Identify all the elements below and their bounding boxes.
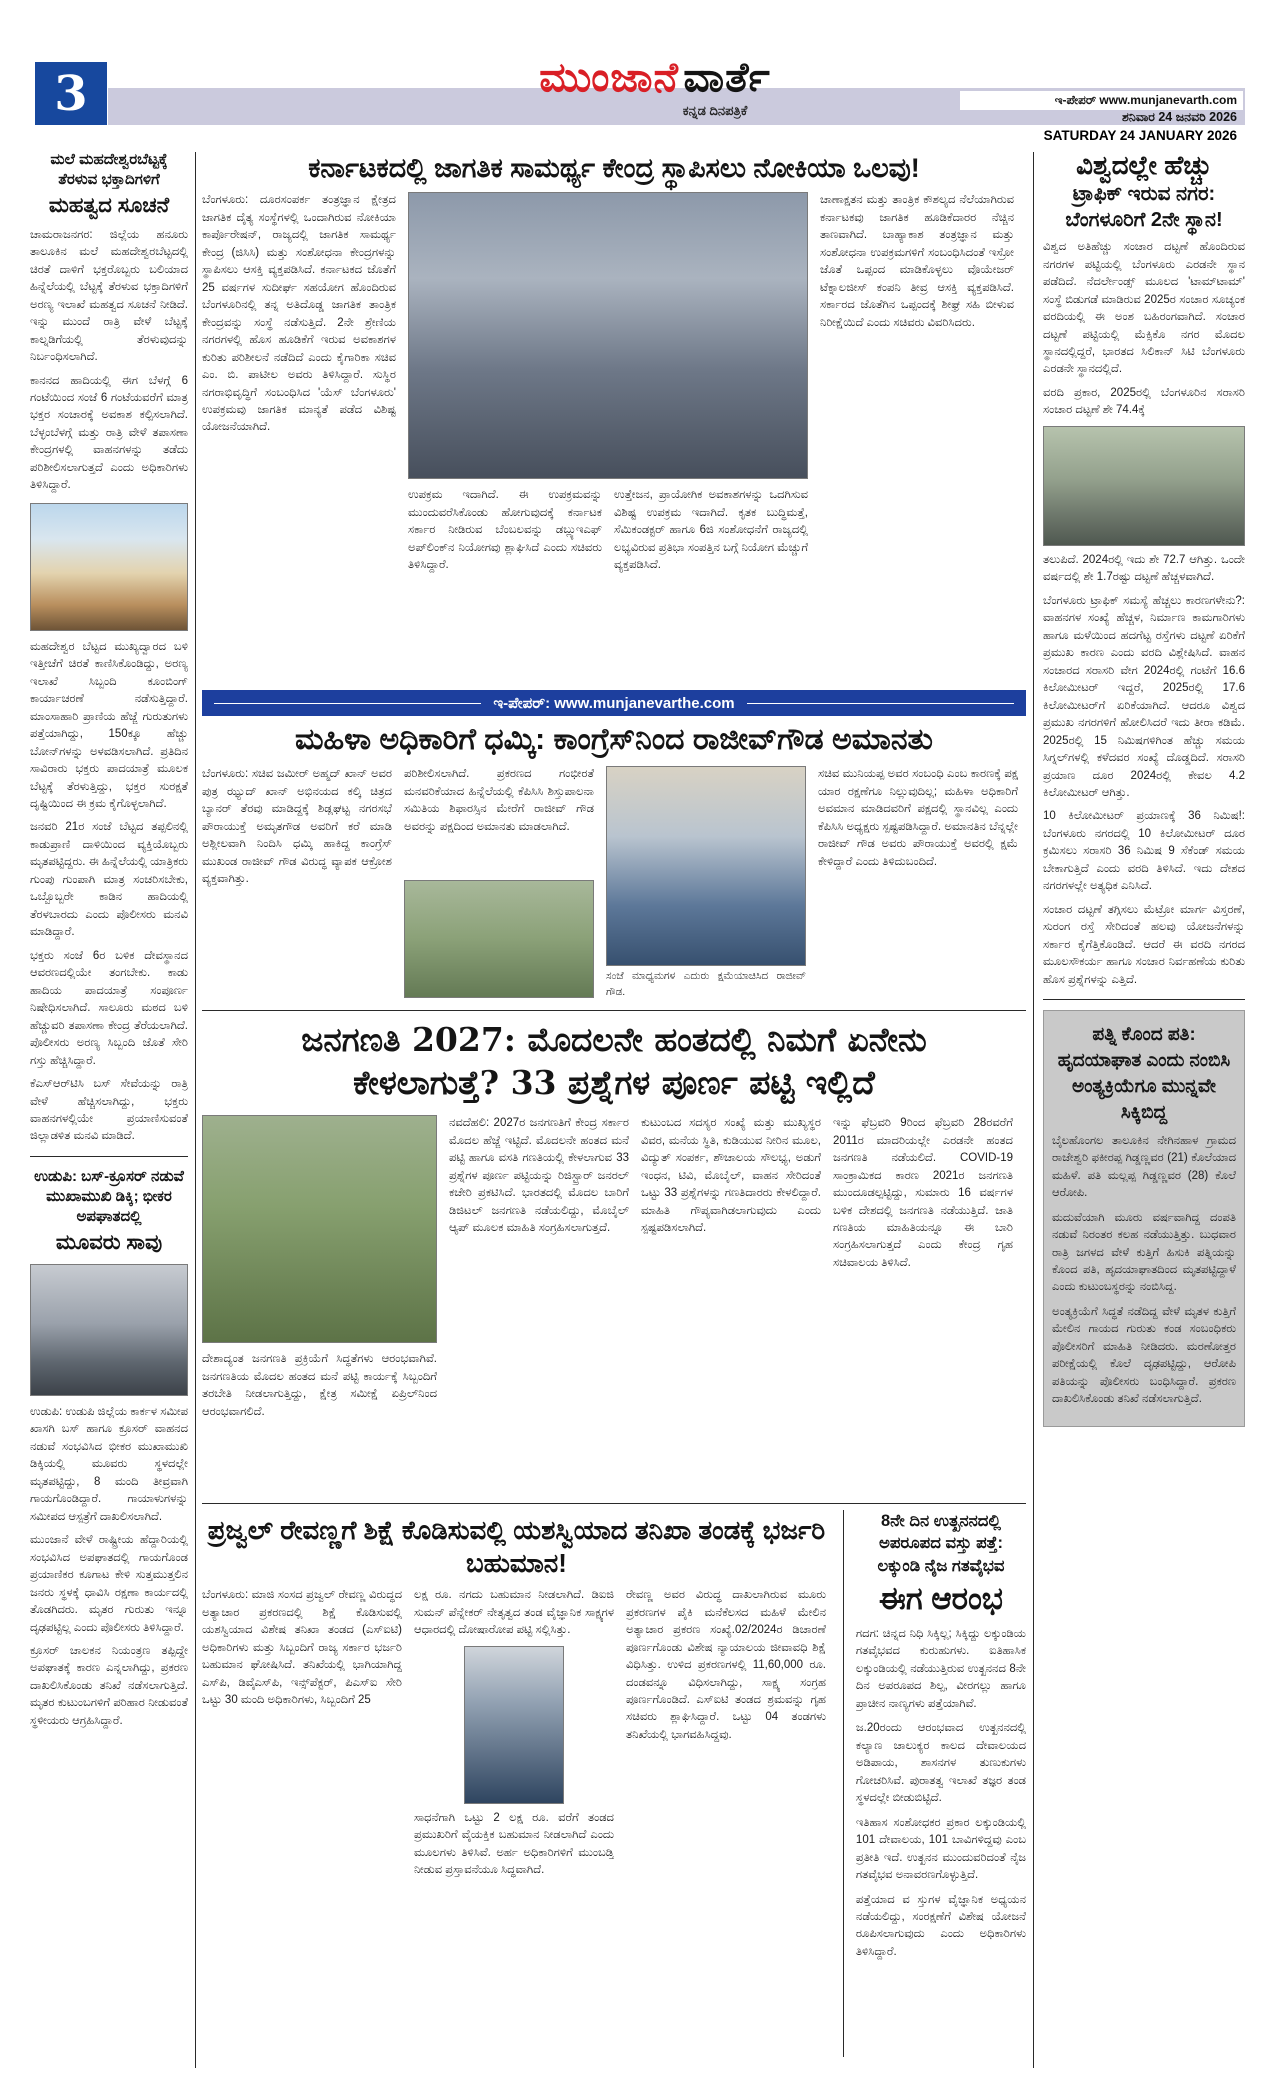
- right-rail-divider: [1043, 999, 1245, 1000]
- masthead-word-red: ಮುಂಜಾನೆ: [539, 54, 679, 100]
- date-kannada: ಶನಿವಾರ 24 ಜನವರಿ 2026: [1122, 110, 1237, 124]
- temple-story-text-6: ಕೆಎಸ್ಆರ್‌ಟಿಸಿ ಬಸ್ ಸೇವೆಯನ್ನು ರಾತ್ರಿ ವೇಳೆ ಹೆಚ್ಚಿಸಲಾಗಿದ್ದು, ಭಕ್ತರು ವಾಹನಗಳಲ್ಲಿಯೇ ಪ್ರಯಾಣಿಸುವಂತೆ ಜಿಲ್ಲಾಡಳಿತ ಮನವಿ ಮಾಡಿದೆ.: [30, 1078, 188, 1143]
- lakkundi-title: ಈಗ ಆರಂಭ: [878, 1580, 1003, 1616]
- census-headline: [202, 1019, 1026, 1105]
- prajwal-revanna-photo: [464, 1646, 564, 1804]
- strip-line-left: [214, 703, 481, 704]
- murder-text-1: ಬೈಲಹೊಂಗಲ ತಾಲೂಕಿನ ನೇಗಿನಹಾಳ ಗ್ರಾಮದ ರಾಜೇಶ್ವರಿ ಫಕೀರಪ್ಪ ಗಿಡ್ಡಣ್ಣವರ (21) ಕೊಲೆಯಾದ ಮಹಿಳೆ. ಪತಿ ಮಲ್ಲಪ್ಪ ಗಿಡ್ಡಣ್ಣವರ (28) ಕೊಲೆ ಆರೋಪಿ.: [1052, 1134, 1236, 1200]
- article-murder: [1043, 1010, 1245, 1427]
- article-nokia: [202, 152, 1026, 684]
- temple-story-text-3: ಮಹದೇಶ್ವರ ಬೆಟ್ಟದ ಮುಖ್ಯದ್ವಾರದ ಬಳಿ ಇತ್ತೀಚೆಗೆ ಚಿರತೆ ಕಾಣಿಸಿಕೊಂಡಿದ್ದು, ಅರಣ್ಯ ಇಲಾಖೆ ಸಿಬ್ಬಂದಿ ಕೂಂಬಿಂಗ್ ಕಾರ್ಯಾಚರಣೆ ನಡೆಸುತ್ತಿದ್ದಾರೆ. ಮಾಂಸಾಹಾರಿ ಪ್ರಾಣಿಯ ಹೆಜ್ಜೆ ಗುರುತುಗಳು ಪತ್ತೆಯಾಗಿದ್ದು, 150ಕ್ಕೂ ಹೆಚ್ಚು ಬೋನ್‌ಗಳನ್ನು ಅಳವಡಿಸಲಾಗಿದೆ. ಪ್ರತಿದಿನ ಸಾವಿರಾರು ಭಕ್ತರು ಪಾದಯಾತ್ರೆ ಮೂಲಕ ಬೆಟ್ಟಕ್ಕೆ ತೆರಳುತ್ತಿದ್ದು, ಭಕ್ತರ ಸುರಕ್ಷತೆ ದೃಷ್ಟಿಯಿಂದ ಈ ಕ್ರಮ ಕೈಗೊಳ್ಳಲಾಗಿದೆ.: [30, 640, 188, 810]
- census-headline-line1: ಜನಗಣತಿ 2027: ಮೊದಲನೇ ಹಂತದಲ್ಲಿ ನಿಮಗೆ ಏನೇನು: [301, 1020, 927, 1060]
- traffic-headline-2: ಟ್ರಾಫಿಕ್ ಇರುವ ನಗರ:: [1072, 183, 1216, 206]
- lakkundi-kicker-3: ಲಕ್ಕುಂಡಿ ನೈಜ ಗತವೈಭವ: [877, 1556, 1005, 1575]
- bottom-row: [202, 1510, 1026, 2057]
- article-prajwal: [202, 1510, 831, 2057]
- left-column: [30, 150, 188, 2068]
- article-gowda: [202, 722, 1026, 1004]
- middle-section: [202, 150, 1026, 2068]
- masthead: [430, 54, 880, 118]
- press-meet-photo: [404, 880, 594, 998]
- nokia-col-3: ಉತ್ತೇಜನ, ಪ್ರಾಯೋಗಿಕ ಅವಕಾಶಗಳನ್ನು ಒದಗಿಸುವ ವಿಶಿಷ್ಟ ಉಪಕ್ರಮ ಇದಾಗಿದೆ. ಕೃತಕ ಬುದ್ಧಿಮತ್ತೆ, ಸೆಮಿಕಂಡಕ್ಟರ್ ಹಾಗೂ 6ಜಿ ಸಂಶೋಧನೆಗೆ ರಾಜ್ಯದಲ್ಲಿ ಲಭ್ಯವಿರುವ ಪ್ರತಿಭಾ ಸಂಪತ್ತಿನ ಬಗ್ಗೆ ನಿಯೋಗ ಮೆಚ್ಚುಗೆ ವ್ಯಕ್ತಪಡಿಸಿದೆ.: [614, 489, 808, 572]
- nokia-center-block: [408, 192, 808, 684]
- bengaluru-traffic-photo: [1043, 426, 1245, 546]
- nokia-col-1: ಬೆಂಗಳೂರು: ದೂರಸಂಪರ್ಕ ತಂತ್ರಜ್ಞಾನ ಕ್ಷೇತ್ರದ ಜಾಗತಿಕ ದೈತ್ಯ ಸಂಸ್ಥೆಗಳಲ್ಲಿ ಒಂದಾಗಿರುವ ನೋಕಿಯಾ ಕಾರ್ಪೊರೇಷನ್, ರಾಜ್ಯದಲ್ಲಿ ಜಾಗತಿಕ ಸಾಮರ್ಥ್ಯ ಕೇಂದ್ರ (ಜಿಸಿಸಿ) ಮತ್ತು ಸಂಶೋಧನಾ ಕೇಂದ್ರಗಳನ್ನು ಸ್ಥಾಪಿಸಲು ಆಸಕ್ತಿ ವ್ಯಕ್ತಪಡಿಸಿದೆ. ಕರ್ನಾಟಕದ ಜೊತೆಗೆ 25 ವರ್ಷಗಳ ಸುದೀರ್ಘ ಸಹಯೋಗ ಹೊಂದಿರುವ ಬೆಂಗಳೂರಿನಲ್ಲಿ ತನ್ನ ಅತಿದೊಡ್ಡ ಜಾಗತಿಕ ತಾಂತ್ರಿಕ ಕೇಂದ್ರವನ್ನು ಸಂಸ್ಥೆ ನಡೆಸುತ್ತಿದೆ. 2ನೇ ಶ್ರೇಣಿಯ ನಗರಗಳಲ್ಲಿ ಹೊಸ ಹೂಡಿಕೆಗೆ ಇರುವ ಅವಕಾಶಗಳ ಕುರಿತು ಪರಿಶೀಲನೆ ನಡೆದಿದೆ ಎಂದು ಕೈಗಾರಿಕಾ ಸಚಿವ ಎಂ. ಬಿ. ಪಾಟೀಲ ಅವರು ತಿಳಿಸಿದ್ದಾರೆ. ಸುಸ್ಥಿರ ನಗರಾಭಿವೃದ್ಧಿಗೆ ಸಂಬಂಧಿಸಿದ 'ಯೆಸ್ ಬೆಂಗಳೂರು' ಉಪಕ್ರಮವು ಜಾಗತಿಕ ಮಾನ್ಯತೆ ಪಡೆದ ವಿಶಿಷ್ಟ ಯೋಜನೆಯಾಗಿದೆ.: [202, 194, 396, 434]
- gowda-col-4: ಸಚಿವ ಮುನಿಯಪ್ಪ ಅವರ ಸಂಬಂಧಿ ಎಂಬ ಕಾರಣಕ್ಕೆ ಪಕ್ಷ ಯಾರ ರಕ್ಷಣೆಗೂ ನಿಲ್ಲುವುದಿಲ್ಲ; ಮಹಿಳಾ ಅಧಿಕಾರಿಗೆ ಅವಮಾನ ಮಾಡಿದವರಿಗೆ ಪಕ್ಷದಲ್ಲಿ ಸ್ಥಾನವಿಲ್ಲ ಎಂದು ಕೆಪಿಸಿಸಿ ಅಧ್ಯಕ್ಷರು ಸ್ಪಷ್ಟಪಡಿಸಿದ್ದಾರೆ. ಅಮಾನತಿನ ಬೆನ್ನಲ್ಲೇ ರಾಜೀವ್ ಗೌಡ ಅವರು ಪೌರಾಯುಕ್ತೆ ಅವರಲ್ಲಿ ಕ್ಷಮೆ ಕೇಳಿದ್ದಾರೆ ಎಂದು ತಿಳಿದುಬಂದಿದೆ.: [818, 768, 1018, 868]
- accident-story-title: ಮೂವರು ಸಾವು: [55, 1230, 163, 1254]
- accident-story-kicker: ಉಡುಪಿ: ಬಸ್-ಕ್ರೂಸರ್ ನಡುವೆ ಮುಖಾಮುಖಿ ಡಿಕ್ಕಿ; ಭೀಕರ ಅಪಘಾತದಲ್ಲಿ: [34, 1167, 184, 1226]
- lakkundi-text-1: ಗದಗ: ಚಿನ್ನದ ನಿಧಿ ಸಿಕ್ಕಿಲ್ಲ; ಸಿಕ್ಕಿದ್ದು ಲಕ್ಕುಂಡಿಯ ಗತವೈಭವದ ಕುರುಹುಗಳು. ಐತಿಹಾಸಿಕ ಲಕ್ಕುಂಡಿಯಲ್ಲಿ ನಡೆಯುತ್ತಿರುವ ಉತ್ಖನನದ 8ನೇ ದಿನ ಅಪರೂಪದ ಶಿಲ್ಪ, ವೀರಗಲ್ಲು ಹಾಗೂ ಪ್ರಾಚೀನ ನಾಣ್ಯಗಳು ಪತ್ತೆಯಾಗಿವೆ.: [855, 1627, 1026, 1710]
- traffic-text-4: ಬೆಂಗಳೂರು ಟ್ರಾಫಿಕ್ ಸಮಸ್ಯೆ ಹೆಚ್ಚಲು ಕಾರಣಗಳೇನು?: ವಾಹನಗಳ ಸಂಖ್ಯೆ ಹೆಚ್ಚಳ, ನಿರ್ಮಾಣ ಕಾಮಗಾರಿಗಳು ಹಾಗೂ ಮಳೆಯಿಂದ ಹದಗೆಟ್ಟ ರಸ್ತೆಗಳು ದಟ್ಟಣೆ ಏರಿಕೆಗೆ ಪ್ರಮುಖ ಕಾರಣ ಎಂದು ವರದಿ ವಿಶ್ಲೇಷಿಸಿದೆ. ವಾಹನ ಸಂಚಾರದ ಸರಾಸರಿ ವೇಗ 2024ರಲ್ಲಿ ಗಂಟೆಗೆ 16.6 ಕಿಲೋಮೀಟರ್ ಇದ್ದರೆ, 2025ರಲ್ಲಿ 17.6 ಕಿಲೋಮೀಟರ್‌ಗೆ ಏರಿಕೆಯಾಗಿದೆ. ಆದರೂ ವಿಶ್ವದ ಪ್ರಮುಖ ನಗರಗಳಿಗೆ ಹೋಲಿಸಿದರೆ ಇದು ತೀರಾ ಕಡಿಮೆ. 2025ರಲ್ಲಿ 15 ನಿಮಿಷಗಳಿಗಿಂತ ಹೆಚ್ಚು ಸಮಯ ಸಿಗ್ನಲ್‌ಗಳಲ್ಲಿ ಕಳೆದವರ ಸಂಖ್ಯೆ ದೊಡ್ಡದಿದೆ. ಸರಾಸರಿ ಪ್ರಯಾಣ ದೂರ 2024ರಲ್ಲಿ ಕೇವಲ 4.2 ಕಿಲೋಮೀಟರ್ ಆಗಿತ್ತು.: [1043, 594, 1245, 799]
- epaper-url: ಇ-ಪೇಪರ್ www.munjanevarth.com: [960, 91, 1243, 110]
- article-traffic: [1043, 150, 1245, 989]
- murder-headline: ಪತ್ನಿ ಕೊಂದ ಪತಿ: ಹೃದಯಾಘಾತ ಎಂದು ನಂಬಿಸಿ ಅಂತ್ಯಕ್ರಿಯೆಗೂ ಮುನ್ನವೇ ಸಿಕ್ಕಿಬಿದ್ದ: [1057, 1023, 1231, 1122]
- column-rule-left: [195, 152, 196, 2068]
- murder-text-2: ಮದುವೆಯಾಗಿ ಮೂರು ವರ್ಷವಾಗಿದ್ದ ದಂಪತಿ ನಡುವೆ ನಿರಂತರ ಕಲಹ ನಡೆಯುತ್ತಿತ್ತು. ಬುಧವಾರ ರಾತ್ರಿ ಜಗಳದ ವೇಳೆ ಕುತ್ತಿಗೆ ಹಿಸುಕಿ ಪತ್ನಿಯನ್ನು ಕೊಂದ ಪತಿ, ಹೃದಯಾಘಾತದಿಂದ ಮೃತಪಟ್ಟಿದ್ದಾಳೆ ಎಂದು ಕುಟುಂಬಸ್ಥರನ್ನು ನಂಬಿಸಿದ್ದ.: [1052, 1211, 1236, 1294]
- gowda-photo-block: [606, 766, 806, 1004]
- prajwal-col-1: ಬೆಂಗಳೂರು: ಮಾಜಿ ಸಂಸದ ಪ್ರಜ್ವಲ್ ರೇವಣ್ಣ ವಿರುದ್ಧದ ಅತ್ಯಾಚಾರ ಪ್ರಕರಣದಲ್ಲಿ ಶಿಕ್ಷೆ ಕೊಡಿಸುವಲ್ಲಿ ಯಶಸ್ವಿಯಾದ ವಿಶೇಷ ತನಿಖಾ ತಂಡದ (ಎಸ್‌ಐಟಿ) ಅಧಿಕಾರಿಗಳು ಮತ್ತು ಸಿಬ್ಬಂದಿಗೆ ರಾಜ್ಯ ಸರ್ಕಾರ ಭರ್ಜರಿ ಬಹುಮಾನ ಘೋಷಿಸಿದೆ. ತನಿಖೆಯಲ್ಲಿ ಭಾಗಿಯಾಗಿದ್ದ ಎಸ್‌ಪಿ, ಡಿವೈಎಸ್‌ಪಿ, ಇನ್ಸ್‌ಪೆಕ್ಟರ್, ಪಿಎಸ್‌ಐ ಸೇರಿ ಒಟ್ಟು 30 ಮಂದಿ ಅಧಿಕಾರಿಗಳು, ಸಿಬ್ಬಂದಿಗೆ 25: [202, 1589, 402, 1706]
- census-col-3: ಕುಟುಂಬದ ಸದಸ್ಯರ ಸಂಖ್ಯೆ ಮತ್ತು ಮುಖ್ಯಸ್ಥರ ವಿವರ, ಮನೆಯ ಸ್ಥಿತಿ, ಕುಡಿಯುವ ನೀರಿನ ಮೂಲ, ವಿದ್ಯುತ್ ಸಂಪರ್ಕ, ಶೌಚಾಲಯ ಸೌಲಭ್ಯ, ಅಡುಗೆ ಇಂಧನ, ಟಿವಿ, ಮೊಬೈಲ್, ವಾಹನ ಸೇರಿದಂತೆ ಒಟ್ಟು 33 ಪ್ರಶ್ನೆಗಳನ್ನು ಗಣತಿದಾರರು ಕೇಳಲಿದ್ದಾರೆ. ಮಾಹಿತಿ ಗೌಪ್ಯವಾಗಿಡಲಾಗುವುದು ಎಂದು ಸ್ಪಷ್ಟಪಡಿಸಲಾಗಿದೆ.: [641, 1117, 821, 1234]
- masthead-word-black: ವಾರ್ತೆ: [683, 54, 771, 100]
- lakkundi-text-3: ಇತಿಹಾಸ ಸಂಶೋಧಕರ ಪ್ರಕಾರ ಲಕ್ಕುಂಡಿಯಲ್ಲಿ 101 ದೇವಾಲಯ, 101 ಬಾವಿಗಳಿದ್ದವು ಎಂಬ ಪ್ರತೀತಿ ಇದೆ. ಉತ್ಖನನ ಮುಂದುವರಿದಂತೆ ನೈಜ ಗತವೈಭವ ಅನಾವರಣಗೊಳ್ಳುತ್ತಿದೆ.: [855, 1816, 1026, 1882]
- date-english: SATURDAY 24 JANUARY 2026: [1043, 128, 1237, 143]
- column-rule-right: [1033, 152, 1034, 2068]
- temple-photo: [30, 503, 188, 631]
- prajwal-col-3: ರೇವಣ್ಣ ಅವರ ವಿರುದ್ಧ ದಾಖಲಾಗಿರುವ ಮೂರು ಪ್ರಕರಣಗಳ ಪೈಕಿ ಮನೆಕೆಲಸದ ಮಹಿಳೆ ಮೇಲಿನ ಅತ್ಯಾಚಾರ ಪ್ರಕರಣ ಸಂಖ್ಯೆ.02/2024ರ ಡಿಚಾರಣೆ ಪೂರ್ಣಗೊಂಡು ವಿಶೇಷ ನ್ಯಾಯಾಲಯ ಜೀವಾವಧಿ ಶಿಕ್ಷೆ ವಿಧಿಸಿತ್ತು. ಉಳಿದ ಪ್ರಕರಣಗಳಲ್ಲಿ 11,60,000 ರೂ. ದಂಡವನ್ನೂ ವಿಧಿಸಲಾಗಿದ್ದು, ಸಾಕ್ಷ್ಯ ಸಂಗ್ರಹ ಪೂರ್ಣಗೊಂಡಿದೆ. ಎಸ್‌ಐಟಿ ತಂಡದ ಶ್ರಮವನ್ನು ಗೃಹ ಸಚಿವರು ಶ್ಲಾಘಿಸಿದ್ದಾರೆ. ಒಟ್ಟು 04 ತಂಡಗಳು ತನಿಖೆಯಲ್ಲಿ ಭಾಗವಹಿಸಿದ್ದವು.: [626, 1589, 826, 1741]
- gowda-col-2: ಪರಿಶೀಲಿಸಲಾಗಿದೆ. ಪ್ರಕರಣದ ಗಂಭೀರತೆ ಮನವರಿಕೆಯಾದ ಹಿನ್ನೆಲೆಯಲ್ಲಿ ಕೆಪಿಸಿಸಿ ಶಿಸ್ತುಪಾಲನಾ ಸಮಿತಿಯ ಶಿಫಾರಸ್ಸಿನ ಮೇರೆಗೆ ರಾಜೀವ್ ಗೌಡ ಅವರನ್ನು ಪಕ್ಷದಿಂದ ಅಮಾನತು ಮಾಡಲಾಗಿದೆ.: [404, 768, 594, 833]
- census-survey-photo: [202, 1115, 437, 1343]
- page-number: 3: [54, 65, 88, 122]
- nokia-delegation-photo: [408, 192, 808, 479]
- traffic-headline-1: ವಿಶ್ವದಲ್ಲೇ ಹೆಚ್ಚು: [1076, 150, 1212, 180]
- page-number-box: [35, 62, 107, 125]
- temple-story-text-1: ಚಾಮರಾಜನಗರ: ಜಿಲ್ಲೆಯ ಹನೂರು ತಾಲೂಕಿನ ಮಲೆ ಮಹದೇಶ್ವರಬೆಟ್ಟದಲ್ಲಿ ಚಿರತೆ ದಾಳಿಗೆ ಭಕ್ತರೊಬ್ಬರು ಬಲಿಯಾದ ಹಿನ್ನೆಲೆಯಲ್ಲಿ ಬೆಟ್ಟಕ್ಕೆ ತೆರಳುವ ಭಕ್ತಾದಿಗಳಿಗೆ ಅರಣ್ಯ ಇಲಾಖೆ ಮಹತ್ವದ ಸೂಚನೆ ನೀಡಿದೆ. ಇನ್ನು ಮುಂದೆ ರಾತ್ರಿ ವೇಳೆ ಬೆಟ್ಟಕ್ಕೆ ಕಾಲ್ನಡಿಗೆಯಲ್ಲಿ ತೆರಳುವುದನ್ನು ನಿರ್ಬಂಧಿಸಲಾಗಿದೆ.: [30, 228, 188, 364]
- article-lakkundi: [843, 1510, 1026, 2057]
- temple-story-text-2: ಕಾನನದ ಹಾದಿಯಲ್ಲಿ ಈಗ ಬೆಳಗ್ಗೆ 6 ಗಂಟೆಯಿಂದ ಸಂಜೆ 6 ಗಂಟೆಯವರೆಗೆ ಮಾತ್ರ ಭಕ್ತರ ಸಂಚಾರಕ್ಕೆ ಅವಕಾಶ ಕಲ್ಪಿಸಲಾಗಿದೆ. ಬೆಳ್ಳಂಬೆಳಗ್ಗೆ ಮತ್ತು ರಾತ್ರಿ ವೇಳೆ ತಪಾಸಣಾ ಕೇಂದ್ರಗಳಲ್ಲಿ ವಾಹನಗಳನ್ನು ತಡೆದು ಪರಿಶೀಲಿಸಲಾಗುತ್ತದೆ ಎಂದು ಅಧಿಕಾರಿಗಳು ತಿಳಿಸಿದ್ದಾರೆ.: [30, 374, 188, 492]
- prajwal-col-2b: ಸಾಧನೆಗಾಗಿ ಒಟ್ಟು 2 ಲಕ್ಷ ರೂ. ವರೆಗೆ ತಂಡದ ಪ್ರಮುಖರಿಗೆ ವೈಯಕ್ತಿಕ ಬಹುಮಾನ ನೀಡಲಾಗಿದೆ ಎಂದು ಮೂಲಗಳು ತಿಳಿಸಿವೆ. ಅರ್ಹ ಅಧಿಕಾರಿಗಳಿಗೆ ಮುಂಬಡ್ತಿ ನೀಡುವ ಪ್ರಸ್ತಾವನೆಯೂ ಸಿದ್ಧವಾಗಿದೆ.: [414, 1811, 614, 1876]
- traffic-text-1: ವಿಶ್ವದ ಅತಿಹೆಚ್ಚು ಸಂಚಾರ ದಟ್ಟಣೆ ಹೊಂದಿರುವ ನಗರಗಳ ಪಟ್ಟಿಯಲ್ಲಿ ಬೆಂಗಳೂರು ಎರಡನೇ ಸ್ಥಾನ ಪಡೆದಿದೆ. ನೆದರ್ಲೇಂಡ್ಸ್ ಮೂಲದ 'ಟಾಮ್‌ಟಾಮ್' ಸಂಸ್ಥೆ ಬಿಡುಗಡೆ ಮಾಡಿರುವ 2025ರ ಸಂಚಾರ ಸೂಚ್ಯಂಕ ವರದಿಯಲ್ಲಿ ಈ ಅಂಶ ಬಹಿರಂಗವಾಗಿದೆ. ಸಂಚಾರ ದಟ್ಟಣೆ ಪಟ್ಟಿಯಲ್ಲಿ ಮೆಕ್ಸಿಕೊ ನಗರ ಮೊದಲ ಸ್ಥಾನದಲ್ಲಿದ್ದರೆ, ಭಾರತದ ಸಿಲಿಕಾನ್ ಸಿಟಿ ಬೆಂಗಳೂರು ಎರಡನೇ ಸ್ಥಾನದಲ್ಲಿದೆ.: [1043, 241, 1245, 376]
- census-col-left: ದೇಶಾದ್ಯಂತ ಜನಗಣತಿ ಪ್ರಕ್ರಿಯೆಗೆ ಸಿದ್ಧತೆಗಳು ಆರಂಭವಾಗಿವೆ. ಜನಗಣತಿಯ ಮೊದಲ ಹಂತದ ಮನೆ ಪಟ್ಟಿ ಕಾರ್ಯಕ್ಕೆ ಸಿಬ್ಬಂದಿಗೆ ತರಬೇತಿ ನೀಡಲಾಗುತ್ತಿದ್ದು, ಕ್ಷೇತ್ರ ಸಮೀಕ್ಷೆ ಏಪ್ರಿಲ್‌ನಿಂದ ಆರಂಭವಾಗಲಿದೆ.: [202, 1353, 437, 1418]
- strip-line-right: [747, 703, 1014, 704]
- middle-divider-1: [202, 1010, 1026, 1011]
- right-column: [1043, 150, 1245, 2068]
- temple-story-text-5: ಭಕ್ತರು ಸಂಜೆ 6ರ ಬಳಿಕ ದೇವಸ್ಥಾನದ ಆವರಣದಲ್ಲಿಯೇ ತಂಗಬೇಕು. ಕಾಡು ಹಾದಿಯ ಪಾದಯಾತ್ರೆ ಸಂಪೂರ್ಣ ನಿಷೇಧಿಸಲಾಗಿದೆ. ಸಾಲೂರು ಮಠದ ಬಳಿ ಹೆಚ್ಚುವರಿ ತಪಾಸಣಾ ಕೇಂದ್ರ ತೆರೆಯಲಾಗಿದೆ. ಪೊಲೀಸರು ಅರಣ್ಯ ಸಿಬ್ಬಂದಿ ಜೊತೆ ಸೇರಿ ಗಸ್ತು ಹೆಚ್ಚಿಸಿದ್ದಾರೆ.: [30, 949, 188, 1067]
- murder-text-3: ಅಂತ್ಯಕ್ರಿಯೆಗೆ ಸಿದ್ಧತೆ ನಡೆದಿದ್ದ ವೇಳೆ ಮೃತಳ ಕುತ್ತಿಗೆ ಮೇಲಿನ ಗಾಯದ ಗುರುತು ಕಂಡ ಸಂಬಂಧಿಕರು ಪೊಲೀಸರಿಗೆ ಮಾಹಿತಿ ನೀಡಿದರು. ಮರಣೋತ್ತರ ಪರೀಕ್ಷೆಯಲ್ಲಿ ಕೊಲೆ ದೃಢಪಟ್ಟಿದ್ದು, ಆರೋಪಿ ಪತಿಯನ್ನು ಪೊಲೀಸರು ಬಂಧಿಸಿದ್ದಾರೆ. ಪ್ರಕರಣ ದಾಖಲಿಸಿಕೊಂಡು ತನಿಖೆ ನಡೆಸಲಾಗುತ್ತಿದೆ.: [1052, 1305, 1236, 1406]
- lakkundi-kicker-1: 8ನೇ ದಿನ ಉತ್ಖನನದಲ್ಲಿ: [880, 1512, 1001, 1531]
- traffic-text-3: ತಲುಪಿದೆ. 2024ರಲ್ಲಿ ಇದು ಶೇ 72.7 ಆಗಿತ್ತು. ಒಂದೇ ವರ್ಷದಲ್ಲಿ ಶೇ 1.7ರಷ್ಟು ದಟ್ಟಣೆ ಹೆಚ್ಚಳವಾಗಿದೆ.: [1043, 553, 1245, 584]
- left-rail-divider: [30, 1156, 188, 1157]
- nokia-col-2: ಉಪಕ್ರಮ ಇದಾಗಿದೆ. ಈ ಉಪಕ್ರಮವನ್ನು ಮುಂದುವರೆಸಿಕೊಂಡು ಹೋಗುವುದಕ್ಕೆ ಕರ್ನಾಟಕ ಸರ್ಕಾರ ನೀಡಿರುವ ಬೆಂಬಲವನ್ನು ಡಬ್ಲ್ಯುಇಎಫ್ ಅಪ್‌ಲಿಂಕ್‌ನ ನಿಯೋಗವು ಶ್ಲಾಘಿಸಿದೆ ಎಂದು ಸಚಿವರು ತಿಳಿಸಿದ್ದಾರೆ.: [408, 489, 602, 572]
- traffic-headline-3: ಬೆಂಗಳೂರಿಗೆ 2ನೇ ಸ್ಥಾನ!: [1065, 209, 1223, 232]
- accident-story-text-3: ಕ್ರೂಸರ್ ಚಾಲಕನ ನಿಯಂತ್ರಣ ತಪ್ಪಿದ್ದೇ ಅಪಘಾತಕ್ಕೆ ಕಾರಣ ಎನ್ನಲಾಗಿದ್ದು, ಪ್ರಕರಣ ದಾಖಲಿಸಿಕೊಂಡು ತನಿಖೆ ನಡೆಸಲಾಗುತ್ತಿದೆ. ಮೃತರ ಕುಟುಂಬಗಳಿಗೆ ಪರಿಹಾರ ನೀಡುವಂತೆ ಸ್ಥಳೀಯರು ಆಗ್ರಹಿಸಿದ್ದಾರೆ.: [30, 1645, 188, 1727]
- lakkundi-text-2: ಜ.20ರಂದು ಆರಂಭವಾದ ಉತ್ಖನನದಲ್ಲಿ ಕಲ್ಯಾಣ ಚಾಲುಕ್ಯರ ಕಾಲದ ದೇವಾಲಯದ ಅಡಿಪಾಯ, ಶಾಸನಗಳ ತುಣುಕುಗಳು ಗೋಚರಿಸಿವೆ. ಪುರಾತತ್ವ ಇಲಾಖೆ ತಜ್ಞರ ತಂಡ ಸ್ಥಳದಲ್ಲೇ ಬೀಡುಬಿಟ್ಟಿದೆ.: [855, 1722, 1026, 1805]
- traffic-text-2: ವರದಿ ಪ್ರಕಾರ, 2025ರಲ್ಲಿ ಬೆಂಗಳೂರಿನ ಸರಾಸರಿ ಸಂಚಾರ ದಟ್ಟಣೆ ಶೇ 74.4ಕ್ಕೆ: [1043, 386, 1245, 417]
- middle-divider-2: [202, 1503, 1026, 1504]
- census-headline-line2: ಕೇಳಲಾಗುತ್ತೆ? 33 ಪ್ರಶ್ನೆಗಳ ಪೂರ್ಣ ಪಟ್ಟಿ ಇಲ್ಲಿದೆ: [353, 1063, 875, 1103]
- prajwal-headline: ಪ್ರಜ್ವಲ್ ರೇವಣ್ಣಗೆ ಶಿಕ್ಷೆ ಕೊಡಿಸುವಲ್ಲಿ ಯಶಸ್ವಿಯಾದ ತನಿಖಾ ತಂಡಕ್ಕೆ ಭರ್ಜರಿ ಬಹುಮಾನ!: [207, 1515, 826, 1578]
- temple-story-title: ಮಹತ್ವದ ಸೂಚನೆ: [48, 193, 170, 217]
- accident-story-text-2: ಮುಂಜಾನೆ ವೇಳೆ ರಾಷ್ಟ್ರೀಯ ಹೆದ್ದಾರಿಯಲ್ಲಿ ಸಂಭವಿಸಿದ ಅಪಘಾತದಲ್ಲಿ ಗಾಯಗೊಂಡ ಪ್ರಯಾಣಿಕರ ಕೂಗಾಟ ಕೇಳಿ ಸುತ್ತಮುತ್ತಲಿನ ಜನರು ಸ್ಥಳಕ್ಕೆ ಧಾವಿಸಿ ರಕ್ಷಣಾ ಕಾರ್ಯದಲ್ಲಿ ತೊಡಗಿದರು. ಮೃತರ ಗುರುತು ಇನ್ನೂ ದೃಢಪಟ್ಟಿಲ್ಲ ಎಂದು ಪೊಲೀಸರು ತಿಳಿಸಿದ್ದಾರೆ.: [30, 1534, 188, 1634]
- lakkundi-text-4: ಪತ್ತೆಯಾದ ವ ಸ್ತುಗಳ ವೈಜ್ಞಾನಿಕ ಅಧ್ಯಯನ ನಡೆಯಲಿದ್ದು, ಸಂರಕ್ಷಣೆಗೆ ವಿಶೇಷ ಯೋಜನೆ ರೂಪಿಸಲಾಗುವುದು ಎಂದು ಅಧಿಕಾರಿಗಳು ತಿಳಿಸಿದ್ದಾರೆ.: [855, 1893, 1026, 1958]
- gowda-center-block: [404, 766, 594, 1004]
- traffic-text-5: 10 ಕಿಲೋಮೀಟರ್ ಪ್ರಯಾಣಕ್ಕೆ 36 ನಿಮಿಷ!: ಬೆಂಗಳೂರು ನಗರದಲ್ಲಿ 10 ಕಿಲೋಮೀಟರ್ ದೂರ ಕ್ರಮಿಸಲು ಸರಾಸರಿ 36 ನಿಮಿಷ 9 ಸೆಕೆಂಡ್ ಸಮಯ ಬೇಕಾಗುತ್ತಿದೆ ಎಂದು ವರದಿ ತಿಳಿಸಿದೆ. ಇದು ದೇಶದ ನಗರಗಳಲ್ಲೇ ಅತ್ಯಧಿಕ ಎನಿಸಿದೆ.: [1043, 810, 1245, 893]
- masthead-subtitle: ಕನ್ನಡ ದಿನಪತ್ರಿಕೆ: [682, 103, 748, 118]
- temple-story-text-4: ಜನವರಿ 21ರ ಸಂಜೆ ಬೆಟ್ಟದ ತಪ್ಪಲಿನಲ್ಲಿ ಕಾಡುಪ್ರಾಣಿ ದಾಳಿಯಿಂದ ವ್ಯಕ್ತಿಯೊಬ್ಬರು ಮೃತಪಟ್ಟಿದ್ದರು. ಈ ಹಿನ್ನೆಲೆಯಲ್ಲಿ ಯಾತ್ರಿಕರು ಗುಂಪು ಗುಂಪಾಗಿ ಮಾತ್ರ ಸಂಚರಿಸಬೇಕು, ಒಬ್ಬೊಬ್ಬರೇ ಕಾಡಿನ ಹಾದಿಯಲ್ಲಿ ತೆರಳಬಾರದು ಎಂದು ಪೊಲೀಸರು ಮನವಿ ಮಾಡಿದ್ದಾರೆ.: [30, 821, 188, 939]
- traffic-text-6: ಸಂಚಾರ ದಟ್ಟಣೆ ತಗ್ಗಿಸಲು ಮೆಟ್ರೋ ಮಾರ್ಗ ವಿಸ್ತರಣೆ, ಸುರಂಗ ರಸ್ತೆ ಸೇರಿದಂತೆ ಹಲವು ಯೋಜನೆಗಳನ್ನು ಸರ್ಕಾರ ಕೈಗೆತ್ತಿಕೊಂಡಿದೆ. ಆದರೆ ಈ ವರದಿ ನಗರದ ಮೂಲಸೌಕರ್ಯ ಹಾಗೂ ಸಂಚಾರ ನಿರ್ವಹಣೆಯ ಕುರಿತು ಹೊಸ ಪ್ರಶ್ನೆಗಳನ್ನು ಎತ್ತಿದೆ.: [1043, 903, 1245, 986]
- accident-story-text-1: ಉಡುಪಿ: ಉಡುಪಿ ಜಿಲ್ಲೆಯ ಕಾರ್ಕಳ ಸಮೀಪ ಖಾಸಗಿ ಬಸ್ ಹಾಗೂ ಕ್ರೂಸರ್ ವಾಹನದ ನಡುವೆ ಸಂಭವಿಸಿದ ಭೀಕರ ಮುಖಾಮುಖಿ ಡಿಕ್ಕಿಯಲ್ಲಿ ಮೂವರು ಸ್ಥಳದಲ್ಲೇ ಮೃತಪಟ್ಟಿದ್ದು, 8 ಮಂದಿ ತೀವ್ರವಾಗಿ ಗಾಯಗೊಂಡಿದ್ದಾರೆ. ಗಾಯಾಳುಗಳನ್ನು ಸಮೀಪದ ಆಸ್ಪತ್ರೆಗೆ ದಾಖಲಿಸಲಾಗಿದೆ.: [30, 1405, 188, 1523]
- rajeev-gowda-photo: [606, 766, 806, 966]
- nokia-col-4: ಚಾಣಾಕ್ಷತನ ಮತ್ತು ತಾಂತ್ರಿಕ ಕೌಶಲ್ಯದ ನೆಲೆಯಾಗಿರುವ ಕರ್ನಾಟಕವು ಜಾಗತಿಕ ಹೂಡಿಕೆದಾರರ ನೆಚ್ಚಿನ ತಾಣವಾಗಿದೆ. ಬಾಹ್ಯಾಕಾಶ ತಂತ್ರಜ್ಞಾನ ಮತ್ತು ಸಂಶೋಧನಾ ಉಪಕ್ರಮಗಳಿಗೆ ಸಂಬಂಧಿಸಿದಂತೆ ಇಸ್ರೋ ಜೊತೆ ಒಪ್ಪಂದ ಮಾಡಿಕೊಳ್ಳಲು ವೊಯೇಜರ್ ಟೆಕ್ನಾಲಜೀಸ್ ಕಂಪನಿ ತೀವ್ರ ಆಸಕ್ತಿ ವ್ಯಕ್ತಪಡಿಸಿದೆ. ಸರ್ಕಾರದ ಜೊತೆಗಿನ ಒಪ್ಪಂದಕ್ಕೆ ಶೀಘ್ರ ಸಹಿ ಬೀಳುವ ನಿರೀಕ್ಷೆಯಿದೆ ಎಂದು ಸಚಿವರು ವಿವರಿಸಿದರು.: [820, 194, 1014, 329]
- prajwal-col-2a: ಲಕ್ಷ ರೂ. ನಗದು ಬಹುಮಾನ ನೀಡಲಾಗಿದೆ. ಡಿಐಜಿ ಸುಮನ್ ಪೆನ್ನೇಕರ್ ನೇತೃತ್ವದ ತಂಡ ವೈಜ್ಞಾನಿಕ ಸಾಕ್ಷ್ಯಗಳ ಆಧಾರದಲ್ಲಿ ದೋಷಾರೋಪ ಪಟ್ಟಿ ಸಲ್ಲಿಸಿತ್ತು.: [414, 1589, 614, 1637]
- census-col-4: ಇನ್ನು ಫೆಬ್ರವರಿ 9ರಿಂದ ಫೆಬ್ರವರಿ 28ರವರೆಗೆ 2011ರ ಮಾದರಿಯಲ್ಲೇ ಎರಡನೇ ಹಂತದ ಜನಗಣತಿ ನಡೆಯಲಿದೆ. COVID-19 ಸಾಂಕ್ರಾಮಿಕದ ಕಾರಣ 2021ರ ಜನಗಣತಿ ಮುಂದೂಡಲ್ಪಟ್ಟಿದ್ದು, ಸುಮಾರು 16 ವರ್ಷಗಳ ಬಳಿಕ ದೇಶದಲ್ಲಿ ಜನಗಣತಿ ನಡೆಯುತ್ತಿದೆ. ಜಾತಿ ಗಣತಿಯ ಮಾಹಿತಿಯನ್ನೂ ಈ ಬಾರಿ ಸಂಗ್ರಹಿಸಲಾಗುತ್ತದೆ ಎಂದು ಕೇಂದ್ರ ಗೃಹ ಸಚಿವಾಲಯ ತಿಳಿಸಿದೆ.: [833, 1117, 1013, 1269]
- lakkundi-kicker-2: ಅಪರೂಪದ ವಸ್ತು ಪತ್ತೆ:: [878, 1534, 1003, 1553]
- gowda-headline: ಮಹಿಳಾ ಅಧಿಕಾರಿಗೆ ಧಮ್ಕಿ: ಕಾಂಗ್ರೆಸ್‌ನಿಂದ ರಾಜೀವ್‌ಗೌಡ ಅಮಾನತು: [295, 723, 933, 757]
- bus-accident-photo: [30, 1264, 188, 1396]
- census-col-2: ನವದೆಹಲಿ: 2027ರ ಜನಗಣತಿಗೆ ಕೇಂದ್ರ ಸರ್ಕಾರ ಮೊದಲ ಹೆಜ್ಜೆ ಇಟ್ಟಿದೆ. ಮೊದಲನೇ ಹಂತದ ಮನೆ ಪಟ್ಟಿ ಹಾಗೂ ವಸತಿ ಗಣತಿಯಲ್ಲಿ ಕೇಳಲಾಗುವ 33 ಪ್ರಶ್ನೆಗಳ ಪೂರ್ಣ ಪಟ್ಟಿಯನ್ನು ರಿಜಿಸ್ಟ್ರಾರ್ ಜನರಲ್ ಕಚೇರಿ ಪ್ರಕಟಿಸಿದೆ. ಭಾರತದಲ್ಲಿ ಮೊದಲ ಬಾರಿಗೆ ಡಿಜಿಟಲ್ ಜನಗಣತಿ ನಡೆಯಲಿದ್ದು, ಮೊಬೈಲ್ ಆ್ಯಪ್ ಮೂಲಕ ಮಾಹಿತಿ ಸಂಗ್ರಹಿಸಲಾಗುತ್ತದೆ.: [449, 1117, 629, 1234]
- gowda-photo-caption: ಸಂಜೆ ಮಾಧ್ಯಮಗಳ ಎದುರು ಕ್ಷಮೆಯಾಚಿಸಿದ ರಾಜೀವ್ ಗೌಡ.: [606, 970, 806, 999]
- temple-story-kicker: ಮಲೆ ಮಹದೇಶ್ವರಬೆಟ್ಟಕ್ಕೆ ತೆರಳುವ ಭಕ್ತಾದಿಗಳಿಗೆ: [50, 151, 168, 189]
- epaper-strip: [202, 690, 1026, 716]
- prajwal-center-block: [414, 1587, 614, 2057]
- epaper-strip-text: ಇ-ಪೇಪರ್: www.munjanevarthe.com: [493, 694, 735, 712]
- article-census: [202, 1019, 1026, 1497]
- census-photo-block: [202, 1115, 437, 1497]
- gowda-col-1: ಬೆಂಗಳೂರು: ಸಚಿವ ಜಮೀರ್ ಅಹ್ಮದ್ ಖಾನ್ ಅವರ ಪುತ್ರ ಝ್ಯುದ್ ಖಾನ್ ಅಭಿನಯದ ಕಲ್ಕಿ ಚಿತ್ರದ ಬ್ಯಾನರ್ ತೆರವು ಮಾಡಿದ್ದಕ್ಕೆ ಶಿಡ್ಲಘಟ್ಟ ನಗರಸಭೆ ಪೌರಾಯುಕ್ತೆ ಅಮೃತಗೌಡ ಅವರಿಗೆ ಕರೆ ಮಾಡಿ ಅಶ್ಲೀಲವಾಗಿ ನಿಂದಿಸಿ ಧಮ್ಕಿ ಹಾಕಿದ್ದ ಕಾಂಗ್ರೆಸ್ ಮುಖಂಡ ರಾಜೀವ್ ಗೌಡ ವಿರುದ್ಧ ವ್ಯಾಪಕ ಆಕ್ರೋಶ ವ್ಯಕ್ತವಾಗಿತ್ತು.: [202, 768, 392, 886]
- nokia-headline: ಕರ್ನಾಟಕದಲ್ಲಿ ಜಾಗತಿಕ ಸಾಮರ್ಥ್ಯ ಕೇಂದ್ರ ಸ್ಥಾಪಿಸಲು ನೋಕಿಯಾ ಒಲವು!: [308, 153, 920, 183]
